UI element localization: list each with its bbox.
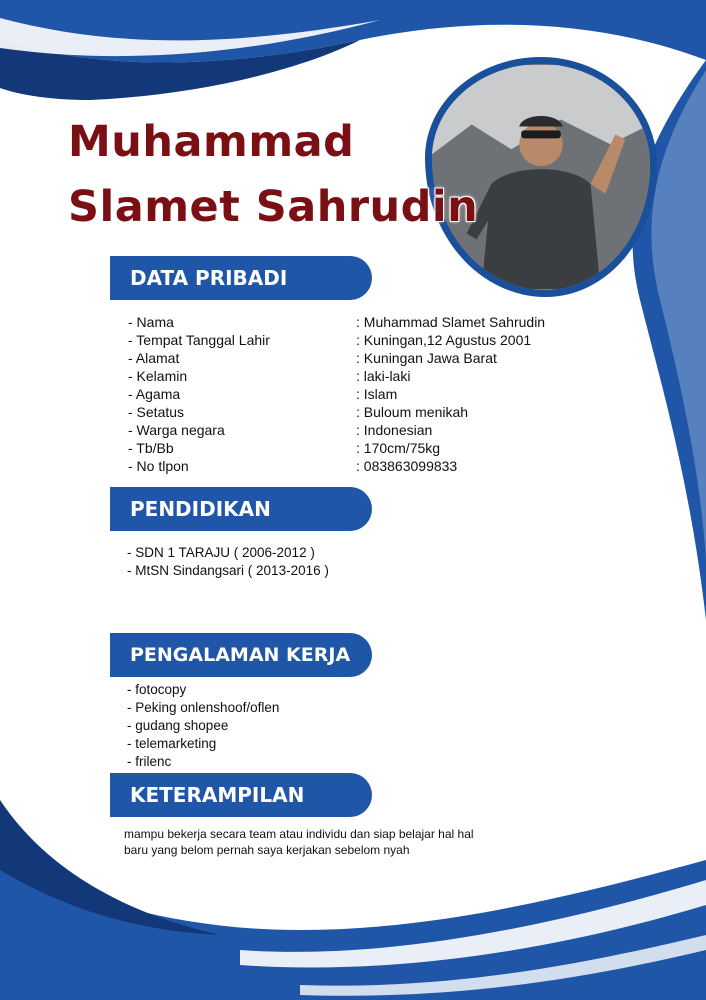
info-label: - No tlpon: [128, 458, 189, 474]
section-title-keterampilan: KETERAMPILAN: [110, 773, 372, 817]
info-row: [128, 386, 608, 404]
info-label: - Agama: [128, 386, 181, 402]
info-label: - Tempat Tanggal Lahir: [128, 332, 270, 348]
section-title-pengalaman-kerja: PENGALAMAN KERJA: [110, 633, 372, 677]
info-value: : 083863099833: [356, 458, 458, 474]
experience-item: - telemarketing: [127, 736, 217, 751]
info-row: [128, 458, 608, 476]
info-row: [128, 332, 608, 350]
name-line-1: Muhammad: [68, 117, 355, 167]
info-value: : Indonesian: [356, 422, 433, 438]
section-title-data-pribadi: DATA PRIBADI: [110, 256, 372, 300]
info-value: : Buloum menikah: [356, 404, 469, 420]
info-row: [128, 314, 608, 332]
experience-item: - Peking onlenshoof/oflen: [127, 700, 280, 715]
info-label: - Nama: [128, 314, 174, 330]
section-title-pendidikan: PENDIDIKAN: [110, 487, 372, 531]
info-label: - Kelamin: [128, 368, 188, 384]
skills-text: mampu bekerja secara team atau individu dan siap belajar hal hal baru yang belom pernah saya kerjakan sebelom nyah: [124, 827, 474, 857]
education-item: - SDN 1 TARAJU ( 2006-2012 ): [127, 545, 315, 560]
info-row: [128, 422, 608, 440]
info-value: : laki-laki: [356, 368, 411, 384]
info-row: [128, 440, 608, 458]
experience-item: - gudang shopee: [127, 718, 229, 733]
info-label: - Warga negara: [128, 422, 225, 438]
info-value: : Islam: [356, 386, 398, 402]
info-value: : Muhammad Slamet Sahrudin: [356, 314, 546, 330]
info-value: : Kuningan Jawa Barat: [356, 350, 497, 366]
experience-item: - frilenc: [127, 754, 172, 769]
experience-item: - fotocopy: [127, 682, 187, 697]
info-label: - Setatus: [128, 404, 185, 420]
person-photo-icon: [432, 64, 650, 290]
info-value: : Kuningan,12 Agustus 2001: [356, 332, 532, 348]
info-value: : 170cm/75kg: [356, 440, 441, 456]
name-line-2: Slamet Sahrudin: [68, 182, 479, 232]
info-row: [128, 368, 608, 386]
info-label: - Alamat: [128, 350, 180, 366]
info-row: [128, 350, 608, 368]
education-item: - MtSN Sindangsari ( 2013-2016 ): [127, 563, 329, 578]
info-row: [128, 404, 608, 422]
info-label: - Tb/Bb: [128, 440, 174, 456]
